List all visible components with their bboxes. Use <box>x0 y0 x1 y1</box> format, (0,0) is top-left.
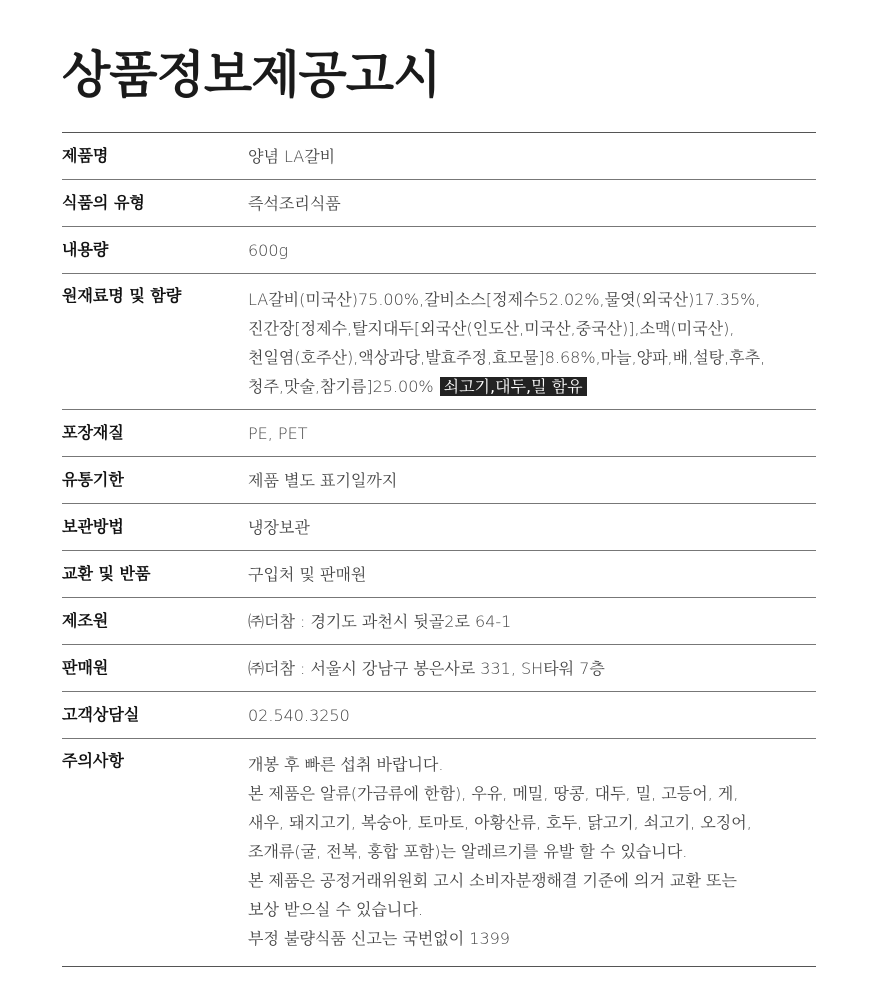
row-label: 내용량 <box>62 240 109 259</box>
ingredients-line-last <box>248 372 816 401</box>
row-label: 원재료명 및 함량 <box>62 286 182 305</box>
table-row <box>62 645 816 692</box>
ingredients-value <box>248 274 816 409</box>
row-value: 600g <box>248 241 289 260</box>
table-row <box>62 598 816 645</box>
table-row <box>62 227 816 274</box>
ingredients-line: LA갈비(미국산)75.00%,갈비소스[정제수52.02%,물엿(외국산)17.35%, <box>248 290 761 309</box>
notice-line: 본 제품은 공정거래위원회 고시 소비자분쟁해결 기준에 의거 교환 또는 <box>248 871 737 890</box>
notice-line: 부정 불량식품 신고는 국번없이 1399 <box>248 929 510 948</box>
row-value: ㈜더참 : 서울시 강남구 봉은사로 331, SH타워 7층 <box>248 659 605 678</box>
row-value: 02.540.3250 <box>248 706 350 725</box>
allergen-highlight: 쇠고기,대두,밀 함유 <box>440 377 587 396</box>
row-label: 제조원 <box>62 611 109 630</box>
row-value: 냉장보관 <box>248 518 310 537</box>
table-row <box>62 410 816 457</box>
row-label: 유통기한 <box>62 470 124 489</box>
row-value: ㈜더참 : 경기도 과천시 뒷골2로 64-1 <box>248 612 512 631</box>
ingredients-line: 진간장[정제수,탈지대두[외국산(인도산,미국산,중국산)],소맥(미국산), <box>248 319 735 338</box>
ingredients-line: 청주,맛술,참기름]25.00% <box>248 377 434 396</box>
notice-line: 본 제품은 알류(가금류에 한함), 우유, 메밀, 땅콩, 대두, 밀, 고등어, 게, <box>248 784 739 803</box>
row-label: 판매원 <box>62 658 109 677</box>
row-label: 제품명 <box>62 146 109 165</box>
table-row <box>62 180 816 227</box>
table-row <box>62 739 816 967</box>
row-value: 제품 별도 표기일까지 <box>248 471 398 490</box>
table-row <box>62 274 816 410</box>
ingredients-line: 천일염(호주산),액상과당,발효주정,효모물]8.68%,마늘,양파,배,설탕,후추, <box>248 348 766 367</box>
table-row <box>62 551 816 598</box>
row-label: 주의사항 <box>62 751 124 770</box>
page-title: 상품정보제공고시 <box>62 46 441 104</box>
notice-line: 조개류(굴, 전복, 홍합 포함)는 알레르기를 유발 할 수 있습니다. <box>248 842 688 861</box>
notice-value <box>248 739 816 966</box>
row-label: 교환 및 반품 <box>62 564 151 583</box>
row-value: PE, PET <box>248 424 308 443</box>
row-label: 포장재질 <box>62 423 124 442</box>
row-value: 즉석조리식품 <box>248 194 341 213</box>
table-row <box>62 133 816 180</box>
notice-line: 개봉 후 빠른 섭취 바랍니다. <box>248 755 444 774</box>
row-value: 양념 LA갈비 <box>248 147 336 166</box>
notice-line: 보상 받으실 수 있습니다. <box>248 900 423 919</box>
info-table <box>62 132 816 967</box>
notice-line: 새우, 돼지고기, 복숭아, 토마토, 아황산류, 호두, 닭고기, 쇠고기, 오징어, <box>248 813 752 832</box>
table-row <box>62 692 816 739</box>
table-row <box>62 504 816 551</box>
row-label: 보관방법 <box>62 517 124 536</box>
row-value: 구입처 및 판매원 <box>248 565 367 584</box>
row-label: 식품의 유형 <box>62 193 145 212</box>
table-row <box>62 457 816 504</box>
row-label: 고객상담실 <box>62 705 140 724</box>
